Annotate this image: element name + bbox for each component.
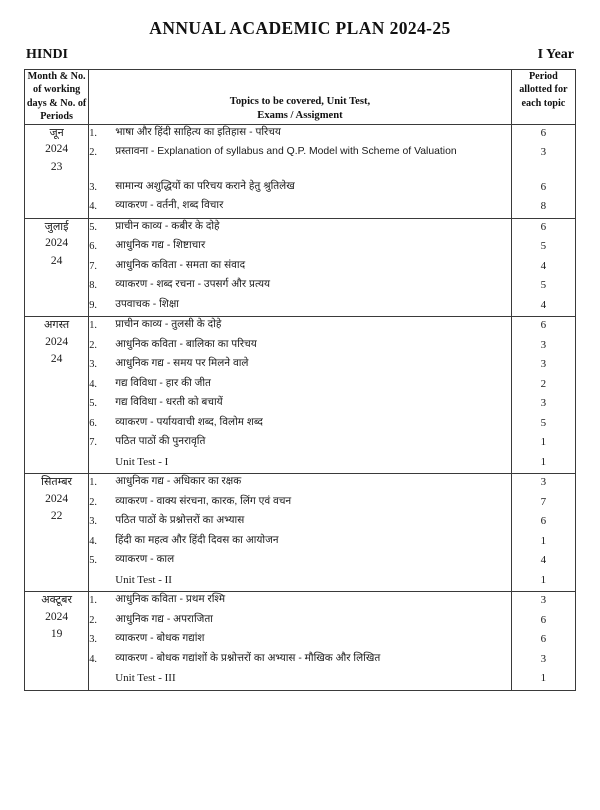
topic-item <box>89 317 511 334</box>
table-header <box>25 70 576 125</box>
topic-number: 3. <box>89 634 97 646</box>
period-value: 3 <box>540 594 547 607</box>
period-value: 3 <box>540 338 547 351</box>
topic-item <box>89 277 511 294</box>
topic-number: 3. <box>89 359 97 371</box>
topic-number: 3. <box>89 181 97 193</box>
topic-item <box>89 337 511 354</box>
topic-number: 8. <box>89 280 97 292</box>
topic-text: उपवाचक - शिक्षा <box>115 298 179 310</box>
topic-item <box>89 434 511 451</box>
table-row <box>25 124 576 218</box>
topic-text: हिंदी का महत्व और हिंदी दिवस का आयोजन <box>115 534 279 546</box>
working-days-count: 22 <box>50 510 63 523</box>
period-value: 6 <box>540 633 547 646</box>
topic-item <box>89 297 511 314</box>
period-value: 6 <box>540 126 547 139</box>
month-name: जुलाई <box>44 220 69 233</box>
topic-list <box>89 125 511 216</box>
table-body <box>25 124 576 690</box>
period-value: 1 <box>540 672 547 685</box>
topics-cell <box>89 124 512 218</box>
topic-number: 2. <box>89 614 97 626</box>
topic-number: 4. <box>89 535 97 547</box>
topic-text: व्याकरण - वाक्य संरचना, कारक, लिंग एवं वचन <box>115 495 292 507</box>
topic-number: 3. <box>89 516 97 528</box>
periods-cell <box>511 474 575 592</box>
topic-item <box>89 395 511 412</box>
topic-text: Unit Test - I <box>115 455 169 468</box>
topics-cell <box>89 218 512 317</box>
topic-item <box>89 376 511 393</box>
period-value: 2 <box>540 377 547 390</box>
col-header-topics-line1: Topics to be covered, Unit Test, <box>229 95 371 107</box>
topic-number: 7. <box>89 437 97 449</box>
topic-text: आधुनिक गद्य - अपराजिता <box>115 613 213 625</box>
topic-number: 1. <box>89 320 97 332</box>
month-year: 2024 <box>45 610 69 623</box>
topic-item <box>89 494 511 511</box>
periods-cell <box>511 592 575 691</box>
topic-item <box>89 670 511 687</box>
topic-number: 4. <box>89 378 97 390</box>
topic-item <box>89 651 511 668</box>
table-row <box>25 592 576 691</box>
topic-text: आधुनिक कविता - बालिका का परिचय <box>115 338 257 350</box>
topic-text: पठित पाठों की पुनरावृति <box>115 436 206 448</box>
table-row <box>25 317 576 474</box>
month-year: 2024 <box>45 335 69 348</box>
month-name: सितम्बर <box>41 476 73 489</box>
year-label: I Year <box>537 47 574 62</box>
topic-text: प्राचीन काव्य - तुलसी के दोहे <box>115 319 222 331</box>
topic-number: 9. <box>89 299 97 311</box>
topic-text: Unit Test - III <box>115 672 176 685</box>
table-row <box>25 474 576 592</box>
topic-number: 5. <box>89 555 97 567</box>
period-value: 1 <box>540 455 547 468</box>
periods-cell <box>511 218 575 317</box>
topic-list <box>89 592 511 687</box>
month-cell <box>25 474 89 592</box>
topic-item <box>89 125 511 142</box>
subject-year-row <box>26 47 574 63</box>
period-value: 7 <box>540 495 547 508</box>
topic-number: 4. <box>89 653 97 665</box>
topic-text: Unit Test - II <box>115 573 172 586</box>
topic-text: आधुनिक गद्य - शिष्टाचार <box>115 240 206 252</box>
topics-cell <box>89 317 512 474</box>
working-days-count: 23 <box>50 160 63 173</box>
topic-list <box>89 317 511 471</box>
topic-list <box>89 219 511 314</box>
period-value: 6 <box>540 613 547 626</box>
working-days-count: 19 <box>50 628 63 641</box>
periods-cell <box>511 124 575 218</box>
period-value: 1 <box>540 534 547 547</box>
topic-text: आधुनिक कविता - समता का संवाद <box>115 259 246 271</box>
period-list <box>512 317 575 471</box>
period-value: 1 <box>540 573 547 586</box>
topic-item <box>89 454 511 471</box>
topic-text: व्याकरण - पर्यायवाची शब्द, विलोम शब्द <box>115 416 263 428</box>
period-value: 6 <box>540 180 547 193</box>
topic-item <box>89 219 511 236</box>
period-list <box>512 219 575 314</box>
topic-number: 5. <box>89 398 97 410</box>
period-value: 3 <box>540 476 547 489</box>
topic-item <box>89 474 511 491</box>
topic-number: 6. <box>89 417 97 429</box>
month-cell <box>25 592 89 691</box>
month-year: 2024 <box>45 237 69 250</box>
topic-number: 1. <box>89 127 97 139</box>
col-header-period: Period allotted for each topic <box>511 70 575 125</box>
period-value: 1 <box>540 436 547 449</box>
topic-item <box>89 631 511 648</box>
topic-item <box>89 572 511 589</box>
month-name: अगस्त <box>44 319 70 332</box>
period-list <box>512 474 575 589</box>
page-title: ANNUAL ACADEMIC PLAN 2024-25 <box>149 18 451 38</box>
topic-number: 2. <box>89 147 97 159</box>
working-days-count: 24 <box>50 353 63 366</box>
period-value: 5 <box>540 416 547 429</box>
topic-item <box>89 356 511 373</box>
col-header-topics <box>89 70 512 125</box>
topic-text: आधुनिक गद्य - समय पर मिलने वाले <box>115 358 249 370</box>
topic-item <box>89 513 511 530</box>
topics-cell <box>89 592 512 691</box>
topic-item <box>89 533 511 550</box>
period-value: 4 <box>540 554 547 567</box>
topic-text: पठित पाठों के प्रश्नोत्तरों का अभ्यास <box>115 515 245 527</box>
month-cell <box>25 317 89 474</box>
header-row <box>25 70 576 125</box>
topic-item <box>89 238 511 255</box>
periods-cell <box>511 317 575 474</box>
topic-text: व्याकरण - वर्तनी, शब्द विचार <box>115 200 224 212</box>
period-value: 8 <box>540 200 547 213</box>
period-value: 5 <box>540 279 547 292</box>
month-year: 2024 <box>45 143 69 156</box>
period-value: 3 <box>540 358 547 371</box>
topic-item <box>89 144 511 176</box>
topic-text: प्राचीन काव्य - कबीर के दोहे <box>115 220 220 232</box>
period-list <box>512 592 575 687</box>
topic-text: व्याकरण - बोधक गद्यांशों के प्रश्नोत्तरों का अभ्यास - मौखिक और लिखित <box>115 652 381 664</box>
topic-number: 5. <box>89 221 97 233</box>
period-list <box>512 125 575 216</box>
period-value: 3 <box>540 652 547 665</box>
topic-item <box>89 179 511 196</box>
period-value: 6 <box>540 319 547 332</box>
topic-item <box>89 415 511 432</box>
col-header-month: Month & No. of working days & No. of Periods <box>25 70 89 125</box>
topic-text: व्याकरण - बोधक गद्यांश <box>115 633 205 645</box>
period-value: 4 <box>540 259 547 272</box>
topic-item <box>89 612 511 629</box>
topic-text: व्याकरण - काल <box>115 554 175 566</box>
month-cell <box>25 218 89 317</box>
period-value: 3 <box>540 146 547 159</box>
month-name: जून <box>49 126 64 139</box>
topic-number: 1. <box>89 477 97 489</box>
period-value: 6 <box>540 515 547 528</box>
subject-label: HINDI <box>26 47 69 62</box>
topic-number: 2. <box>89 496 97 508</box>
month-cell <box>25 124 89 218</box>
annual-plan-table <box>24 69 576 691</box>
topics-cell <box>89 474 512 592</box>
topic-number: 2. <box>89 339 97 351</box>
topic-number: 7. <box>89 260 97 272</box>
topic-text: भाषा और हिंदी साहित्य का इतिहास - परिचय <box>115 126 281 138</box>
topic-text: गद्य विविधा - धरती को बचायें <box>115 397 223 409</box>
topic-number: 6. <box>89 241 97 253</box>
topic-text: आधुनिक गद्य - अधिकार का रक्षक <box>115 476 242 488</box>
topic-text: गद्य विविधा - हार की जीत <box>115 377 211 389</box>
working-days-count: 24 <box>50 254 63 267</box>
month-name: अक्टूबर <box>41 594 72 607</box>
col-header-topics-line2: Exams / Assigment <box>257 109 343 121</box>
topic-number: 4. <box>89 201 97 213</box>
topic-item <box>89 258 511 275</box>
topic-text: सामान्य अशुद्धियों का परिचय कराने हेतु श्रुतिलेख <box>115 180 295 192</box>
topic-text: व्याकरण - शब्द रचना - उपसर्ग और प्रत्यय <box>115 279 271 291</box>
topic-item <box>89 552 511 569</box>
period-value: 6 <box>540 220 547 233</box>
topic-number: 1. <box>89 595 97 607</box>
topic-text: आधुनिक कविता - प्रथम रश्मि <box>115 594 226 606</box>
period-value: 3 <box>540 397 547 410</box>
period-value: 5 <box>540 240 547 253</box>
period-value: 4 <box>540 298 547 311</box>
topic-list <box>89 474 511 589</box>
table-row <box>25 218 576 317</box>
month-year: 2024 <box>45 492 69 505</box>
topic-item <box>89 198 511 215</box>
topic-text: प्रस्तावना - Explanation of syllabus and Q.P. Model with Scheme of Valuation <box>115 146 457 158</box>
topic-item <box>89 592 511 609</box>
